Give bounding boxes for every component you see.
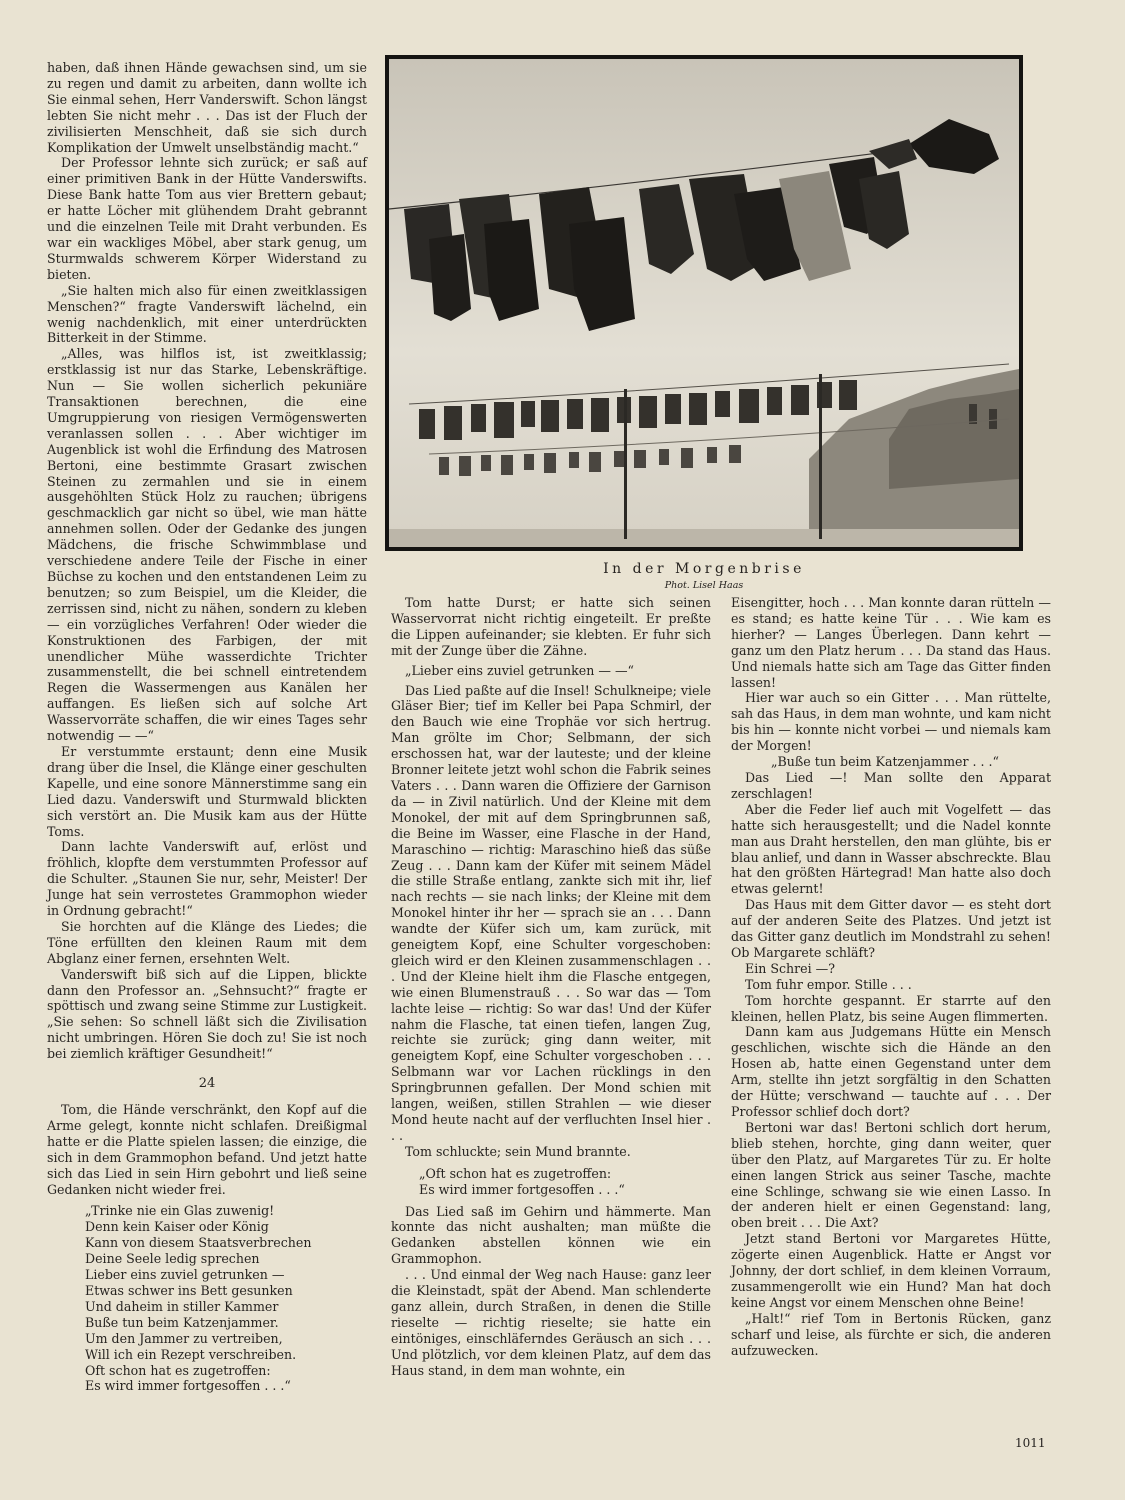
paragraph: Tom horchte gespannt. Er starrte auf den kleinen, hellen Platz, bis seine Augen flimmerten. bbox=[731, 992, 1051, 1024]
paragraph: . . . Und einmal der Weg nach Hause: ganz leer die Kleinstadt, spät der Abend. Man schlenderte ganz allein, durch Straßen, in denen die Stille rieselte — richtig rieselte; sie hatte ein eintöniges, einschläferndes Geräusch an sich . . . Und plötzlich, vor dem kleinen Platz, auf dem das Haus stand, in dem man wohnte, ein bbox=[391, 1267, 711, 1378]
verse-line: Es wird immer fortgesoffen . . .“ bbox=[85, 1378, 291, 1394]
paragraph: Eisengitter, hoch . . . Man konnte daran rütteln — es stand; es hatte keine Tür . . . Wie kam es hierher? — Langes Überlegen. Dann kehrt — ganz um den Platz herum . . . Da stand das Haus. Und niemals hatte sich am Tage das Gitter finden lassen! bbox=[731, 595, 1051, 690]
paragraph: Das Haus mit dem Gitter davor — es steht dort auf der anderen Seite des Platzes. Und jetzt ist das Gitter ganz deutlich im Mondstrahl zu sehen! Ob Margarete schläft? bbox=[731, 897, 1051, 960]
paragraph: Das Lied paßte auf die Insel! Schulkneipe; viele Gläser Bier; tief im Keller bei Papa Schmirl, der den Bauch wie eine Trophäe vor sich hertrug. Man grölte im Chor; Selbmann, der sich erschossen hat, war der lauteste; und der kleine Bronner leitete jetzt wohl schon die Fabrik seines Vaters . . . Dann waren die Offiziere der Garnison da — in Zivil natürlich. Und der Kleine mit dem Monokel, der mit auf dem Springbrunnen saß, die Beine im Wasser, eine Flasche in der Hand, Maraschino — richtig: Maraschino hieß das süße Zeug . . . Dann kam der Küfer mit seinem Mädel die stille Straße entlang, zankte sich mit ihr, lief nach rechts — sie nach links; der Kleine mit dem Monokel hinter ihr her — sprach sie an . . . Dann wandte der Küfer sich um, kam zurück, mit geneigtem Kopf, eine Schulter vorgeschoben: gleich wird er den Kleinen zusammenschlagen . . . Und der Kleine hielt ihm die Flasche entgegen, wie einen Blumenstrauß . . . So war das — Tom lachte leise — richtig: So war das! Und der Küfer nahm die Flasche, tat einen tiefen, langen Zug, reichte sie zurück; ging dann weiter, mit geneigtem Kopf, eine Schulter vorgeschoben . . . Selbmann war vor Lachen rücklings in den Springbrunnen gefallen. Der Mond schien mit langen, weißen, stillen Strahlen — wie dieser Mond heute nacht auf der verfluchten Insel hier . . . bbox=[391, 682, 711, 1143]
laundry-photo-illustration bbox=[389, 59, 1019, 547]
paragraph: Vanderswift biß sich auf die Lippen, blickte dann den Professor an. „Sehnsucht?“ fragte er spöttisch und zwang seine Stimme zur Lustigkeit. „Sie sehen: So schnell läßt sich die Zivilisation nicht umbringen. Hören Sie doch zu! Sie ist noch bei ziemlich kräftiger Gesundheit!“ bbox=[47, 966, 367, 1062]
paragraph: Ein Schrei —? bbox=[745, 960, 835, 976]
verse-line: Etwas schwer ins Bett gesunken bbox=[85, 1282, 293, 1298]
paragraph: Aber die Feder lief auch mit Vogelfett — das hatte sich herausgestellt; und die Nadel konnte man aus Draht herstellen, den man glühte, bis er blau anlief, und dann in Wasser abschreckte. Blau hat den größten Härtegrad! Man hatte also doch etwas gelernt! bbox=[731, 801, 1051, 897]
paragraph: Er verstummte erstaunt; denn eine Musik drang über die Insel, die Klänge einer geschulten Kapelle, und eine sonore Männerstimme sang ein Lied dazu. Vanderswift und Sturmwald blickten sich verstört an. Die Musik kam aus der Hütte Toms. bbox=[47, 743, 367, 839]
page-number: 1011 bbox=[1015, 1436, 1046, 1450]
paragraph: Der Professor lehnte sich zurück; er saß auf einer primitiven Bank in der Hütte Vanderswifts. Diese Bank hatte Tom aus vier Brettern gebaut; er hatte Löcher mit glühendem Draht gebrannt und die einzelnen Teile mit Draht verbunden. Es war ein wackliges Möbel, aber stark genug, um Sturmwalds schwerem Körper Widerstand zu bieten. bbox=[47, 155, 367, 282]
paragraph: Hier war auch so ein Gitter . . . Man rüttelte, sah das Haus, in dem man wohnte, und kam nicht bis hin — konnte nicht vorbei — und niemals kam der Morgen! bbox=[731, 690, 1051, 754]
photo-caption: In der Morgenbrise bbox=[603, 561, 805, 577]
verse-line: Buße tun beim Katzenjammer. bbox=[85, 1314, 279, 1330]
song-verse bbox=[85, 1203, 367, 1394]
song-verse bbox=[419, 1166, 711, 1198]
verse-line: „Oft schon hat es zugetroffen: bbox=[419, 1165, 612, 1181]
chapter-number: 24 bbox=[198, 1076, 216, 1092]
paragraph: „Halt!“ rief Tom in Bertonis Rücken, ganz scharf und leise, als fürchte er sich, die anderen aufzuwecken. bbox=[731, 1310, 1051, 1358]
paragraph: Jetzt stand Bertoni vor Margaretes Hütte, zögerte einen Augenblick. Hatte er Angst vor Johnny, der dort schlief, in dem kleinen Vorraum, zusammengerollt wie ein Hund? Man hat doch keine Angst vor einem Menschen ohne Beine! bbox=[731, 1231, 1051, 1310]
verse-line: Und daheim in stiller Kammer bbox=[85, 1298, 279, 1314]
paragraph: Tom fuhr empor. Stille . . . bbox=[745, 976, 912, 992]
paragraph: Das Lied —! Man sollte den Apparat zerschlagen! bbox=[731, 769, 1051, 801]
right-column bbox=[731, 595, 1051, 1455]
paragraph: „Lieber eins zuviel getrunken — —“ bbox=[405, 662, 634, 678]
left-column bbox=[47, 60, 367, 1460]
paragraph: Tom schluckte; sein Mund brannte. bbox=[405, 1143, 631, 1159]
verse-line: Oft schon hat es zugetroffen: bbox=[85, 1362, 271, 1378]
paragraph: Dann kam aus Judgemans Hütte ein Mensch geschlichen, wischte sich die Hände an den Hosen ab, hatte einen Gegenstand unter dem Arm, stellte ihn jetzt sorgfältig in den Schatten der Hütte; verschwand — tauchte auf . . . Der Professor schlief doch dort? bbox=[731, 1024, 1051, 1119]
verse-line: Kann von diesem Staatsverbrechen bbox=[85, 1235, 312, 1251]
paragraph: Tom, die Hände verschränkt, den Kopf auf die Arme gelegt, konnte nicht schlafen. Dreißigmal hatte er die Platte spielen lassen; die einzige, die sich in dem Grammophon befand. Und jetzt hatte sich das Lied in sein Hirn gebohrt und ließ seine Gedanken nicht wieder frei. bbox=[47, 1102, 367, 1197]
verse-line: Will ich ein Rezept verschreiben. bbox=[85, 1346, 297, 1362]
photo-laundry-line bbox=[385, 55, 1023, 551]
paragraph: „Alles, was hilflos ist, ist zweitklassig; erstklassig ist nur das Starke, Lebenskräftige. Nun — Sie wollen sicherlich pekuniäre Transaktionen berechnen, die eine Umgruppierung von riesigen Vermögenswerten veranlassen sollen . . . Aber wichtiger im Augenblick ist wohl die Erfindung des Matrosen Bertoni, eine bestimmte Grasart zwischen Steinen zu zermahlen und sie in einem ausgehöhlten Stück Holz zu rauchen; übrigens geschmacklich gar nicht so übel, wie man hätte annehmen sollen. Oder der Gedanke des jungen Mädchens, die frische Schwimmblase und verschiedene andere Teile der Fische in einer Büchse zu kochen und den entstandenen Leim zu benutzen; so zum Beispiel, um die Kleider, die zerrissen sind, nicht zu nähen, sondern zu kleben — ein vorzügliches Verfahren! Oder wieder die Konstruktionen des Farbigen, der mit unendlicher Mühe wasserdichte Trichter zusammenstellt, die bei schnell eintretendem Regen die Wassermengen aus Kanälen her auffangen. Es ließen sich auf solche Art Wasservorräte schaffen, die wir eines Tages sehr notwendig — —“ bbox=[47, 346, 367, 744]
verse-line: Deine Seele ledig sprechen bbox=[85, 1251, 260, 1267]
paragraph: Das Lied saß im Gehirn und hämmerte. Man konnte das nicht aushalten; man müßte die Gedanken abstellen können wie ein Grammophon. bbox=[391, 1203, 711, 1267]
verse-line: „Trinke nie ein Glas zuwenig! bbox=[85, 1203, 275, 1219]
paragraph: Tom hatte Durst; er hatte sich seinen Wasservorrat nicht richtig eingeteilt. Er preßte die Lippen aufeinander; sie klebten. Er fuhr sich mit der Zunge über die Zähne. bbox=[391, 595, 711, 658]
verse-line: Denn kein Kaiser oder König bbox=[85, 1219, 269, 1235]
verse-line: Um den Jammer zu vertreiben, bbox=[85, 1330, 283, 1346]
verse-line: Es wird immer fortgesoffen . . .“ bbox=[419, 1181, 625, 1197]
paragraph: Bertoni war das! Bertoni schlich dort herum, blieb stehen, horchte, ging dann weiter, quer über den Platz, auf Margaretes Tür zu. Er holte einen langen Strick aus seiner Tasche, machte eine Schlinge, schwang sie wie einen Lasso. In der anderen hielt er einen Gegenstand: lang, oben breit . . . Die Axt? bbox=[731, 1119, 1051, 1231]
paragraph: Dann lachte Vanderswift auf, erlöst und fröhlich, klopfte dem verstummten Professor auf die Schulter. „Staunen Sie nur, sehr, Meister! Der Junge hat sein verrostetes Grammophon wieder in Ordnung gebracht!“ bbox=[47, 839, 367, 919]
paragraph: haben, daß ihnen Hände gewachsen sind, um sie zu regen und damit zu arbeiten, dann wollte ich Sie einmal sehen, Herr Vanderswift. Schon längst lebten Sie nicht mehr . . . Das ist der Fluch der zivilisierten Menschheit, daß sie sich durch Komplikation der Umwelt unselbständig macht.“ bbox=[47, 60, 367, 155]
middle-column bbox=[391, 595, 711, 1455]
paragraph: „Buße tun beim Katzenjammer . . .“ bbox=[771, 754, 999, 770]
paragraph: „Sie halten mich also für einen zweitklassigen Menschen?“ fragte Vanderswift lächelnd, ein wenig nachdenklich, mit einer unterdrückten Bitterkeit in der Stimme. bbox=[47, 282, 367, 346]
paragraph: Sie horchten auf die Klänge des Liedes; die Töne erfüllten den kleinen Raum mit dem Abglanz einer fernen, ersehnten Welt. bbox=[47, 918, 367, 966]
photo-credit: Phot. Lisel Haas bbox=[664, 580, 744, 591]
verse-line: Lieber eins zuviel getrunken — bbox=[85, 1267, 285, 1283]
